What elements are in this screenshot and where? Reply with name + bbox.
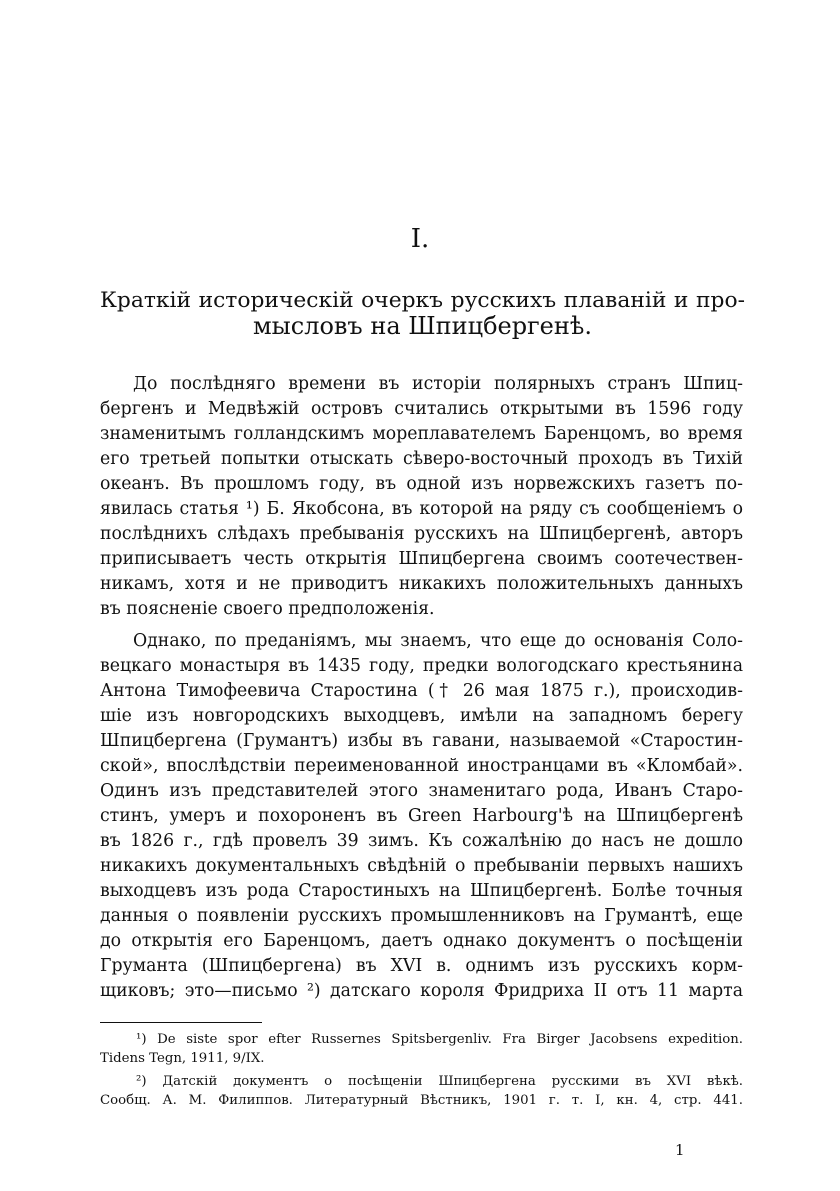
- text-line: шіе изъ новгородскихъ выходцевъ, имѣли на западномъ берегу: [100, 706, 743, 726]
- text-line: вецкаго монастыря въ 1435 году, предки вологодскаго крестьянина: [100, 656, 743, 676]
- text-line: щиковъ; это—письмо ²) датскаго короля Фридриха II отъ 11 марта: [100, 981, 743, 1001]
- paragraph: [100, 629, 743, 1004]
- text-line: океанъ. Въ прошломъ году, въ одной изъ норвежскихъ газетъ по-: [100, 474, 743, 494]
- footnote-line: Сообщ. А. М. Филиппов. Литературный Вѣстникъ, 1901 г. т. I, кн. 4, стр. 441.: [100, 1093, 743, 1108]
- text-line: приписываетъ честь открытія Шпицбергена своимъ соотечествен-: [100, 549, 743, 569]
- text-line: его третьей попытки отыскать сѣверо-восточный проходъ въ Тихій: [100, 449, 743, 469]
- text-line: Антона Тимофеевича Старостина († 26 мая 1875 г.), происходив-: [100, 681, 743, 701]
- title-line: Краткій историческій очеркъ русскихъ плаваній и про-: [100, 288, 745, 313]
- text-line: никакихъ документальныхъ свѣдѣній о пребываніи первыхъ нашихъ: [100, 856, 743, 876]
- footnote: [100, 1072, 743, 1110]
- chapter-number: I.: [410, 224, 430, 254]
- footnotes: [100, 1030, 743, 1110]
- text-line: никамъ, хотя и не приводитъ никакихъ положительныхъ данныхъ: [100, 574, 743, 594]
- footnote-line: ²) Датскій документъ о посѣщеніи Шпицбергена русскими въ XVI вѣкѣ.: [136, 1074, 743, 1089]
- text-line: явилась статья ¹) Б. Якобсона, въ которой на ряду съ сообщеніемъ о: [100, 499, 743, 519]
- footnote-line: Tidens Tegn, 1911, 9/IX.: [100, 1051, 265, 1066]
- text-line: знаменитымъ голландскимъ мореплавателемъ Баренцомъ, во время: [100, 424, 743, 444]
- text-line: ской», впослѣдствіи переименованной иностранцами въ «Кломбай».: [100, 756, 743, 776]
- text-line: До послѣдняго времени въ исторіи полярныхъ странъ Шпиц-: [133, 374, 743, 394]
- text-line: до открытія его Баренцомъ, даетъ однако документъ о посѣщеніи: [100, 931, 743, 951]
- text-line: Однако, по преданіямъ, мы знаемъ, что еще до основанія Соло-: [133, 631, 743, 651]
- text-line: Груманта (Шпицбергена) въ XVI в. однимъ изъ русскихъ корм-: [100, 956, 743, 976]
- text-line: въ поясненіе своего предположенія.: [100, 599, 435, 619]
- text-line: послѣднихъ слѣдахъ пребыванія русскихъ на Шпицбергенѣ, авторъ: [100, 524, 743, 544]
- chapter-title: [100, 283, 745, 340]
- footnote-separator: [100, 1022, 262, 1023]
- page-number: 1: [675, 1141, 685, 1159]
- text-line: выходцевъ изъ рода Старостиныхъ на Шпицбергенѣ. Болѣе точныя: [100, 881, 743, 901]
- text-line: бергенъ и Медвѣжій островъ считались открытыми въ 1596 году: [100, 399, 743, 419]
- footnote: [100, 1030, 743, 1068]
- text-line: Шпицбергена (Грумантъ) избы въ гавани, называемой «Старостин-: [100, 731, 743, 751]
- text-line: въ 1826 г., гдѣ провелъ 39 зимъ. Къ сожалѣнію до насъ не дошло: [100, 831, 743, 851]
- text-line: данныя о появленіи русскихъ промышленниковъ на Грумантѣ, еще: [100, 906, 743, 926]
- text-line: Одинъ изъ представителей этого знаменитаго рода, Иванъ Старо-: [100, 781, 743, 801]
- paragraph: [100, 372, 743, 622]
- title-line: мысловъ на Шпицбергенѣ.: [253, 312, 592, 340]
- body-text: [100, 372, 743, 1004]
- text-line: стинъ, умеръ и похороненъ въ Green Harbourg'ѣ на Шпицбергенѣ: [100, 806, 743, 826]
- footnote-line: ¹) De siste spor efter Russernes Spitsbergenliv. Fra Birger Jacobsens expedition.: [136, 1032, 743, 1047]
